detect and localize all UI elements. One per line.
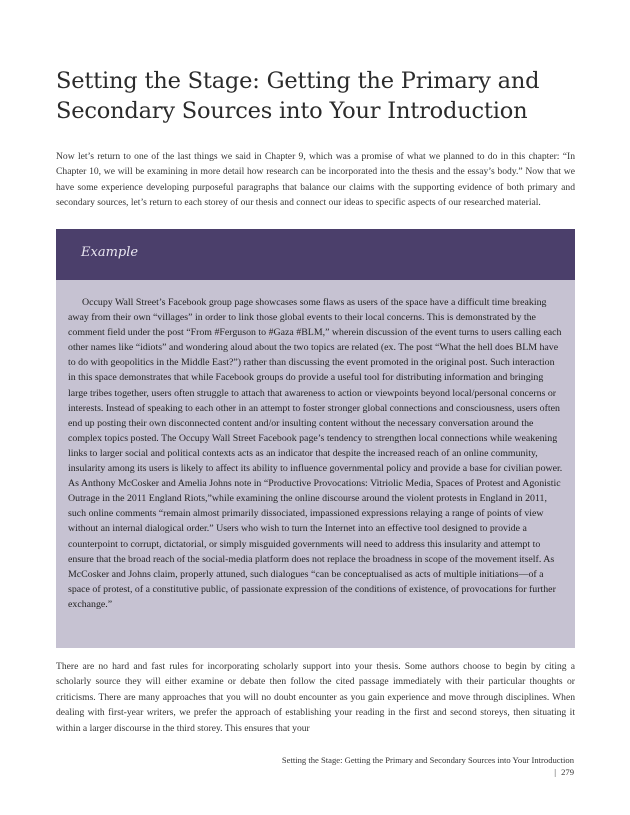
example-box	[56, 229, 575, 648]
example-label: Example	[81, 245, 139, 260]
page-footer	[274, 754, 574, 778]
body-paragraph: There are no hard and fast rules for incorporating scholarly support into your thesis. Some authors choose to begin by citing a scholarly source they will either examine or debate then follow the cited passage immediately with their particular thoughts or criticisms. There are many approaches that you will no doubt encounter as you gain experience and move through disciplines. When dealing with first-year writers, we prefer the approach of establishing your reading in the first and second storeys, then situating it within a larger discourse in the third storey. This ensures that your	[56, 661, 575, 734]
page-number: 279	[561, 767, 574, 777]
example-header	[56, 229, 575, 280]
example-text: Occupy Wall Street’s Facebook group page showcases some flaws as users of the space have a difficult time breaking away from their own “villages” in order to link those global events to their local concerns. This is demonstrated by the comment field under the post “From #Ferguson to #Gaza #BLM,” wherein discussion of the event turns to users calling each other names like “idiots” and wondering aloud about the two topics are related (ex. The post “What the hell does BLM have to do with geopolitics in the Middle East?”) rather than discussing the event promoted in the original post. Such interaction in this space demonstrates that while Facebook groups do provide a useful tool for distributing information and bringing large tribes together, users often struggle to attach that awareness to action or viewpoints beyond local/personal concerns or interests. Instead of speaking to each other in an attempt to foster stronger global connections and consciousness, users often end up posting their own disconnected content and/or insulting content without the necessary conversation around the complex topics posted. The Occupy Wall Street Facebook page’s tendency to strengthen local connections while weakening links to larger social and political contexts acts as an indicator that despite the increased reach of an online community, insularity among its users is likely to affect its ability to influence governmental policy and provide a base for civilian power. As Anthony McCosker and Amelia Johns note in “Productive Provocations: Vitriolic Media, Spaces of Protest and Agonistic Outrage in the 2011 England Riots,”while examining the online discourse around the violent protests in England in 2011, such online comments “remain almost primarily dissociated, impassioned expressions relaying a range of points of view without an internal dialogical order.” Users who wish to turn the Internet into an effective tool designed to provide a counterpoint to corrupt, dictatorial, or simply misguided governments will need to address this insularity and attempt to ensure that the broad reach of the social-media platform does not replace the broadness in scope of the movement itself. As McCosker and Johns claim, properly attuned, such dialogues “can be conceptualised as acts of multiple initiations—of a space of protest, of a constitutive public, of passionate expression of the conditions of existence, of provocations for further exchange.”	[68, 297, 563, 610]
footer-running-title: Setting the Stage: Getting the Primary and Secondary Sources into Your Introduction	[281, 755, 574, 765]
page-title: Setting the Stage: Getting the Primary and Secondary Sources into Your Introduction	[56, 68, 540, 124]
footer-separator: |	[554, 767, 556, 777]
intro-paragraph: Now let’s return to one of the last things we said in Chapter 9, which was a promise of what we planned to do in this chapter: “In Chapter 10, we will be examining in more detail how research can be incorporated into the thesis and the essay’s body.” Now that we have some experience developing purposeful paragraphs that balance our claims with the supporting evidence of both primary and secondary sources, let’s return to each storey of our thesis and connect our ideas to specific aspects of our researched material.	[56, 151, 575, 209]
